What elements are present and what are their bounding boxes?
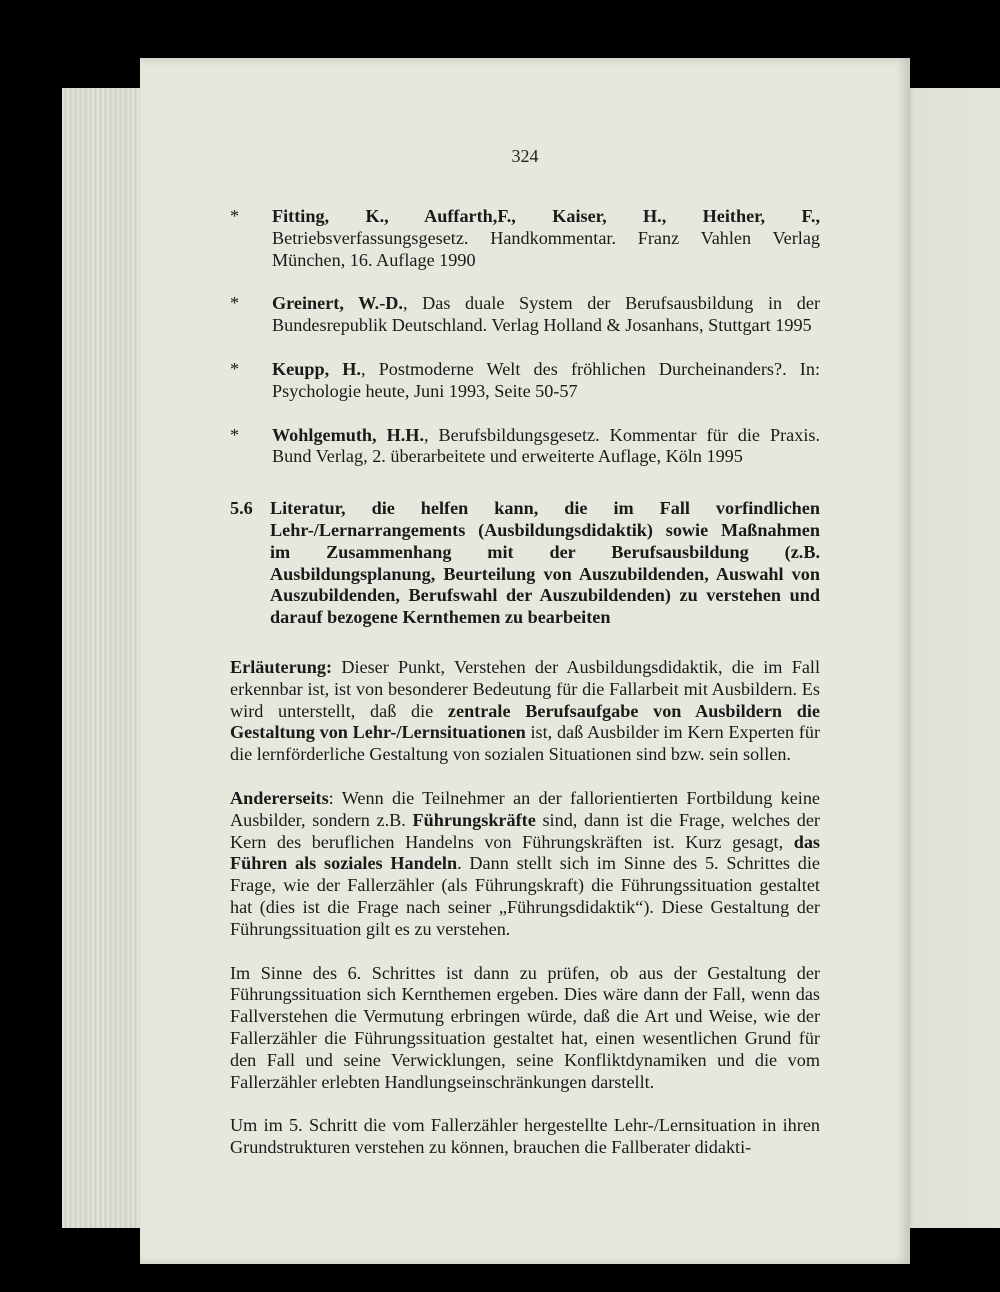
page-number: 324 xyxy=(511,146,539,166)
paragraph-lead: Andererseits xyxy=(230,787,329,808)
reference-entry xyxy=(230,359,820,403)
facing-page-edge xyxy=(902,88,1000,1228)
book-page xyxy=(140,58,910,1264)
paragraph-text: . Dann stellt sich im Sinne des 5. Schrittes die Frage, wie der Fallerzähler (als Führungskraft) die Führungssituation gestaltet hat (dies ist die Frage nach seiner „Führungsdidaktik“). Diese Gestaltung der Führungssituation gilt es zu verstehen. xyxy=(230,853,820,939)
section-title: Literatur, die helfen kann, die im Fall vorfindlichen Lehr-/Lernarrangements (Ausbildungsdidaktik) sowie Maßnahmen im Zusammenhang mit der Berufsausbildung (z.B. Ausbildungsplanung, Beurteilung von Auszubildenden, Auswahl von Auszubildenden, Berufswahl der Auszubildenden) zu verstehen und darauf bezogene Kernthemen zu bearbeiten xyxy=(270,498,820,628)
asterisk-marker: * xyxy=(230,206,240,226)
paragraph-text: : Wenn die Teilnehmer an der fallorientierten Fortbildung keine Ausbilder, sondern z.B. xyxy=(230,787,820,830)
paragraph-fuenfter-schritt: Um im 5. Schritt die vom Fallerzähler hergestellte Lehr-/Lernsituation in ihren Grundstrukturen verstehen zu können, brauchen die Fallberater didakti- xyxy=(230,1115,820,1158)
reference-authors: Greinert, W.-D. xyxy=(272,293,403,314)
reference-text: , Das duale System der Berufsausbildung in der Bundesrepublik Deutschland. Verlag Holland & Josanhans, Stuttgart 1995 xyxy=(272,293,820,336)
asterisk-marker: * xyxy=(230,358,240,379)
reference-text: Betriebsverfassungsgesetz. Handkommentar. Franz Vahlen Verlag München, 16. Auflage 1990 xyxy=(272,227,820,270)
reference-entry xyxy=(230,206,820,271)
paragraph-emphasis: das Führen als soziales Handeln xyxy=(230,831,820,874)
paragraph-lead: Erläuterung: xyxy=(230,656,333,677)
page-content xyxy=(230,206,820,1181)
section-heading xyxy=(230,498,820,629)
paragraph-andererseits xyxy=(230,788,820,941)
asterisk-marker: * xyxy=(230,424,240,445)
paragraph-erlaeuterung xyxy=(230,657,820,766)
book-page-edges xyxy=(62,88,152,1228)
reference-authors: Keupp, H. xyxy=(272,358,361,379)
reference-text: , Berufsbildungsgesetz. Kommentar für die Praxis. Bund Verlag, 2. überarbeitete und erweiterte Auflage, Köln 1995 xyxy=(272,424,821,467)
reference-entry xyxy=(230,293,820,337)
paragraph-text: sind, dann ist die Frage, welches der Kern des beruflichen Handelns von Führungskräften ist. Kurz gesagt, xyxy=(230,809,820,852)
reference-authors: Wohlgemuth, H.H. xyxy=(272,424,424,445)
section-number: 5.6 xyxy=(230,498,253,519)
paragraph-text: ist, daß Ausbilder im Kern Experten für die lernförderliche Gestaltung von sozialen Situationen sind bzw. sein sollen. xyxy=(230,722,820,765)
paragraph-sechster-schritt: Im Sinne des 6. Schrittes ist dann zu prüfen, ob aus der Gestaltung der Führungssituation sich Kernthemen ergeben. Dies wäre dann der Fall, wenn das Fallverstehen die Vermutung erbringen würde, daß die Art und Weise, wie der Fallerzähler die Führungssituation gestaltet hat, einen wesentlichen Grund für den Fall und seine Verwicklungen, seine Konfliktdynamiken und die vom Fallerzähler erlebten Handlungseinschränkungen darstellt. xyxy=(230,962,820,1092)
paragraph-text: Dieser Punkt, Verstehen der Ausbildungsdidaktik, die im Fall erkennbar ist, ist von besonderer Bedeutung für die Fallarbeit mit Ausbildern. Es wird unterstellt, daß die xyxy=(230,656,820,721)
paragraph-emphasis: Führungskräfte xyxy=(412,809,536,830)
reference-entry xyxy=(230,425,820,469)
asterisk-marker: * xyxy=(230,293,240,314)
paragraph-emphasis: zentrale Berufsaufgabe von Ausbildern die Gestaltung von Lehr-/Lernsituationen xyxy=(230,700,820,743)
reference-text: , Postmoderne Welt des fröhlichen Durcheinanders?. In: Psychologie heute, Juni 1993, Seite 50-57 xyxy=(272,358,820,401)
reference-authors: Fitting, K., Auffarth,F., Kaiser, H., Heither, F., xyxy=(272,206,820,226)
